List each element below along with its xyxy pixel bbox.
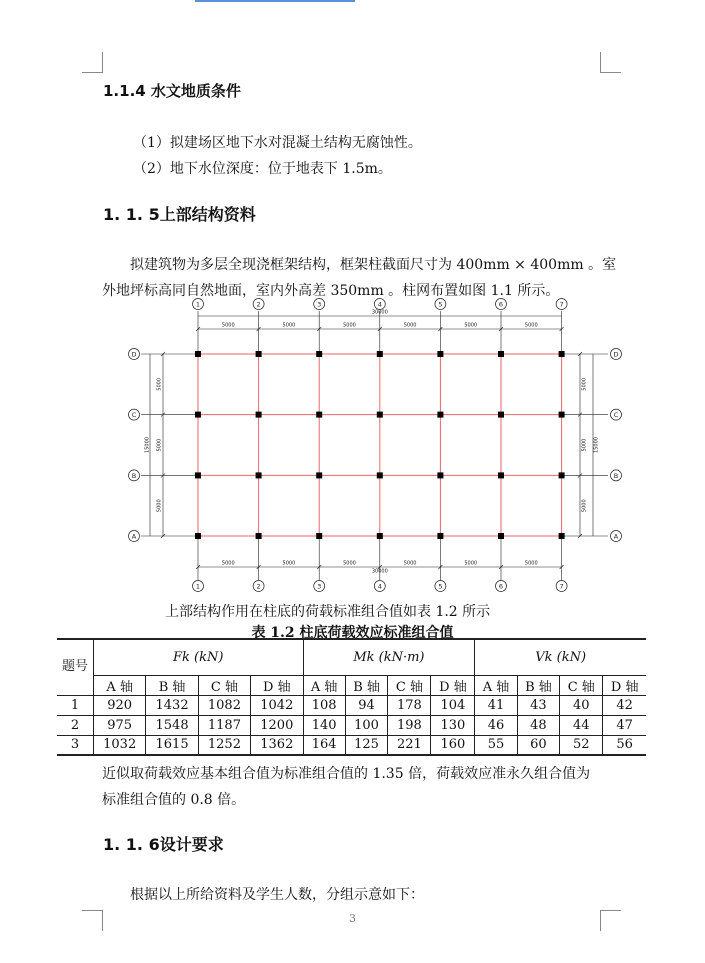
dimension-vertical-span: 5000 (156, 438, 163, 452)
axis-label-column: 5 (438, 300, 443, 309)
value-cell: 198 (388, 715, 431, 735)
value-cell: 130 (431, 715, 475, 735)
row-number-cell: 3 (57, 735, 94, 755)
value-cell: 140 (303, 715, 345, 735)
axis-label-column: 1 (195, 582, 201, 591)
dimension-span-bottom: 5000 (524, 560, 538, 567)
dimension-vertical-span: 5000 (581, 377, 588, 391)
load-table (57, 638, 646, 756)
axis-label-column: 5 (438, 582, 443, 591)
dimension-vertical-span: 5000 (156, 377, 163, 391)
column-square (195, 533, 201, 539)
header-vk: Vk (kN) (475, 639, 646, 675)
value-cell: 1187 (198, 715, 250, 735)
axis-label-column: 2 (256, 582, 261, 591)
dimension-span-top: 5000 (524, 322, 538, 329)
axis-header: D 轴 (431, 675, 475, 695)
axis-label-column: 4 (377, 300, 382, 309)
dimension-span-top: 5000 (403, 322, 417, 329)
axis-label-row: D (613, 350, 619, 359)
axis-header: B 轴 (146, 675, 198, 695)
value-cell: 104 (431, 695, 475, 715)
axis-label-row: A (613, 532, 619, 541)
column-square (559, 533, 565, 539)
axis-header: B 轴 (517, 675, 560, 695)
value-cell: 47 (603, 715, 646, 735)
column-square (316, 351, 322, 357)
dimension-total-bottom: 30000 (371, 568, 388, 575)
column-square (559, 351, 565, 357)
column-square (316, 412, 322, 418)
dimension-vertical-span: 5000 (581, 438, 588, 452)
axis-label-row: A (131, 532, 137, 541)
dimension-vertical-total: 15000 (593, 437, 600, 453)
dimension-span-bottom: 5000 (403, 560, 417, 567)
column-square (559, 412, 565, 418)
after-table-line-2: 标准组合值的 0.8 倍。 (102, 792, 246, 808)
value-cell: 1042 (251, 695, 303, 715)
column-square (437, 412, 443, 418)
axis-label-row: C (131, 411, 137, 420)
value-cell: 42 (603, 695, 646, 715)
column-square (437, 351, 443, 357)
value-cell: 48 (517, 715, 560, 735)
axis-header: C 轴 (388, 675, 431, 695)
paragraph-line-2: 外地坪标高同自然地面，室内外高差 350mm 。柱网布置如图 1.1 所示。 (102, 283, 560, 299)
value-cell: 125 (345, 735, 388, 755)
header-question-no: 题号 (57, 639, 94, 695)
column-square (256, 533, 262, 539)
value-cell: 975 (94, 715, 146, 735)
header-mk: Mk (kN·m) (303, 639, 475, 675)
table-row (57, 715, 646, 735)
item-2: （2）地下水位深度：位于地表下 1.5m。 (133, 161, 392, 177)
value-cell: 1548 (146, 715, 198, 735)
column-square (256, 412, 262, 418)
value-cell: 1200 (251, 715, 303, 735)
axis-header: A 轴 (303, 675, 345, 695)
value-cell: 40 (560, 695, 603, 715)
table-row (57, 735, 646, 755)
value-cell: 164 (303, 735, 345, 755)
value-cell: 44 (560, 715, 603, 735)
axis-label-row: D (131, 350, 137, 359)
dimension-span-bottom: 5000 (343, 560, 356, 567)
page-number: 3 (349, 912, 356, 925)
value-cell: 56 (603, 735, 646, 755)
axis-header: A 轴 (475, 675, 517, 695)
table-intro-caption: 上部结构作用在柱底的荷载标准组合值如表 1.2 所示 (165, 604, 491, 620)
column-square (377, 472, 383, 478)
axis-label-column: 4 (377, 582, 382, 591)
dimension-span-bottom: 5000 (282, 560, 296, 567)
value-cell: 221 (388, 735, 431, 755)
column-square (437, 533, 443, 539)
column-square (316, 472, 322, 478)
axis-header: D 轴 (251, 675, 303, 695)
row-number-cell: 1 (57, 695, 94, 715)
axis-label-column: 7 (559, 582, 564, 591)
column-square (498, 351, 504, 357)
after-table-line-1: 近似取荷载效应基本组合值为标准组合值的 1.35 倍，荷载效应准永久组合值为 (102, 766, 591, 782)
axis-label-column: 3 (317, 300, 322, 309)
value-cell: 43 (517, 695, 560, 715)
column-square (377, 533, 383, 539)
value-cell: 1032 (94, 735, 146, 755)
dimension-span-bottom: 5000 (464, 560, 478, 567)
paragraph-design: 根据以上所给资料及学生人数，分组示意如下： (130, 887, 424, 903)
column-square (498, 412, 504, 418)
value-cell: 1252 (198, 735, 250, 755)
heading-1-1-6: 1. 1. 6设计要求 (103, 835, 224, 854)
axis-header: C 轴 (560, 675, 603, 695)
dimension-span-top: 5000 (282, 322, 296, 329)
value-cell: 41 (475, 695, 517, 715)
header-fk: Fk (kN) (94, 639, 304, 675)
column-square (498, 472, 504, 478)
column-square (377, 351, 383, 357)
column-square (559, 472, 565, 478)
axis-label-column: 3 (317, 582, 322, 591)
axis-label-column: 7 (559, 300, 564, 309)
row-number-cell: 2 (57, 715, 94, 735)
value-cell: 46 (475, 715, 517, 735)
value-cell: 108 (303, 695, 345, 715)
item-1: （1）拟建场区地下水对混凝土结构无腐蚀性。 (133, 135, 422, 151)
column-square (195, 412, 201, 418)
column-square (195, 351, 201, 357)
axis-label-column: 1 (195, 300, 201, 309)
heading-1-1-4: 1.1.4 水文地质条件 (103, 82, 241, 100)
axis-header: A 轴 (94, 675, 146, 695)
value-cell: 1615 (146, 735, 198, 755)
column-square (195, 472, 201, 478)
column-square (437, 472, 443, 478)
dimension-span-top: 5000 (343, 322, 356, 329)
value-cell: 1082 (198, 695, 250, 715)
value-cell: 1362 (251, 735, 303, 755)
value-cell: 920 (94, 695, 146, 715)
dimension-vertical-span: 5000 (156, 499, 163, 513)
column-square (377, 412, 383, 418)
table-row (57, 695, 646, 715)
axis-label-column: 2 (256, 300, 261, 309)
heading-1-1-5: 1. 1. 5上部结构资料 (103, 205, 256, 224)
value-cell: 178 (388, 695, 431, 715)
value-cell: 100 (345, 715, 388, 735)
value-cell: 160 (431, 735, 475, 755)
axis-header: B 轴 (345, 675, 388, 695)
value-cell: 94 (345, 695, 388, 715)
axis-header: C 轴 (198, 675, 250, 695)
value-cell: 1432 (146, 695, 198, 715)
axis-label-column: 6 (498, 300, 504, 309)
dimension-span-bottom: 5000 (221, 560, 235, 567)
axis-label-row: C (613, 411, 619, 420)
dimension-vertical-span: 5000 (581, 499, 588, 513)
value-cell: 52 (560, 735, 603, 755)
axis-label-column: 6 (498, 582, 504, 591)
column-square (256, 351, 262, 357)
paragraph-line-1: 拟建筑物为多层全现浇框架结构，框架柱截面尺寸为 400mm × 400mm 。室 (130, 257, 617, 273)
dimension-span-top: 5000 (464, 322, 478, 329)
axis-header: D 轴 (603, 675, 646, 695)
column-square (498, 533, 504, 539)
table-title: 表 1.2 柱底荷载效应标准组合值 (251, 625, 454, 641)
axis-label-row: B (131, 471, 137, 480)
column-square (256, 472, 262, 478)
value-cell: 55 (475, 735, 517, 755)
dimension-span-top: 5000 (221, 322, 235, 329)
dimension-vertical-total: 15000 (144, 437, 151, 453)
dimension-total-top: 30000 (371, 309, 388, 316)
value-cell: 60 (517, 735, 560, 755)
column-square (316, 533, 322, 539)
axis-label-row: B (613, 471, 619, 480)
